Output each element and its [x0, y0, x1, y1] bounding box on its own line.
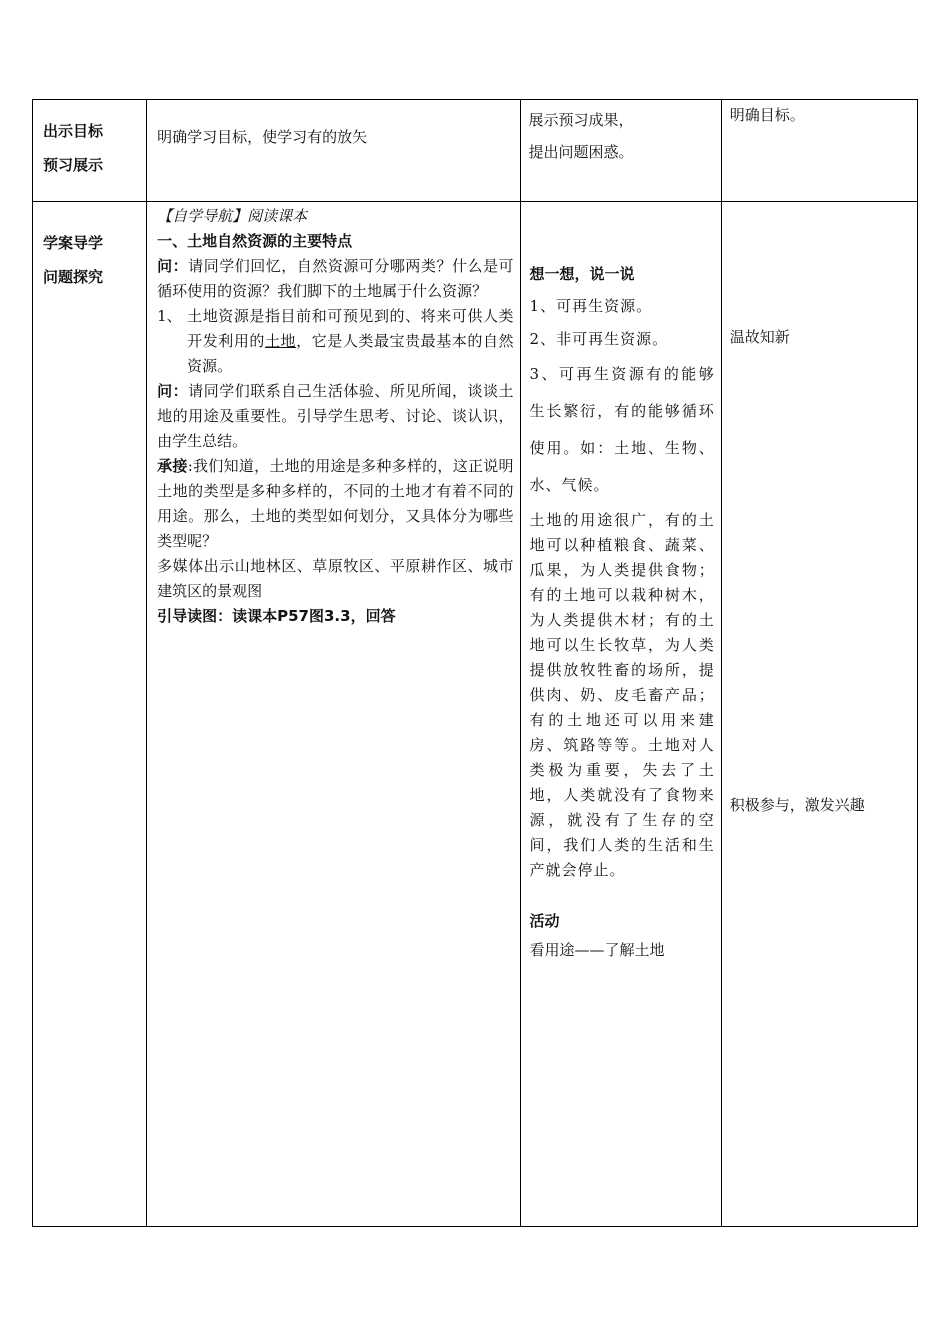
think-title: 想一想，说一说 [529, 265, 635, 283]
table-row [33, 100, 918, 202]
stage-label: 学案导学 问题探究 [43, 234, 104, 286]
goal-text: 明确学习目标，使学习有的放矢 [157, 128, 368, 146]
transition-text: 承接:我们知道，土地的用途是多种多样的，这正说明土地的类型是多种多样的，不同的土地才有着不同的用途。那么，土地的类型如何划分，又具体分为哪些类型呢？ [157, 457, 514, 550]
guide-reading-text: 引导读图：读课本P57图3.3，回答 [157, 607, 396, 625]
stage-label: 出示目标 预习展示 [43, 122, 104, 174]
section-heading: 一、 土地自然资源的主要特点 [157, 232, 353, 250]
land-usage-text: 土地的用途很广，有的土地可以种植粮食、蔬菜、瓜果，为人类提供食物；有的土地可以栽种树木，为人类提供木材；有的土地可以生长牧草，为人类提供放牧牲畜的场所，提供肉、奶、皮毛畜产品；有的土地还可以用来建房、筑路等等。土地对人类极为重要，失去了土地，人类就没有了食物来源，就没有了生存的空间，我们人类的生活和生产就会停止。 [529, 511, 715, 879]
design-intent-2: 积极参与，激发兴趣 [729, 796, 865, 814]
student-activity-cell [520, 100, 721, 202]
self-study-header: 【自学导航】阅读课本 [157, 207, 308, 225]
question-1: 问：请同学们回忆，自然资源可分哪两类？什么是可循环使用的资源？我们脚下的土地属于什么资源？ [157, 257, 514, 300]
design-intent-text: 明确目标。 [729, 106, 805, 124]
lesson-plan-table [32, 99, 918, 1227]
stage-label-cell [33, 202, 147, 1227]
student-activity-content [521, 202, 721, 966]
table-row [33, 202, 918, 1227]
teacher-activity-content [147, 202, 519, 629]
answer-1: 1、可再生资源。 [529, 297, 653, 315]
stage-label-cell [33, 100, 147, 202]
point-1: 1、 土地资源是指目前和可预见到的、将来可供人类开发利用的土地，它是人类最宝贵最基本的自然资源。 [157, 307, 514, 375]
design-intent-1: 温故知新 [729, 328, 790, 346]
activity-text: 看用途——了解土地 [529, 941, 665, 959]
question-2: 问：请同学们联系自己生活体验、所见所闻，谈谈土地的用途及重要性。引导学生思考、讨论、谈认识，由学生总结。 [157, 382, 514, 450]
design-intent-cell [721, 202, 917, 1227]
teacher-activity-cell [147, 100, 520, 202]
answer-3: 3、可再生资源有的能够生长繁衍，有的能够循环使用。如：土地、生物、水、气候。 [529, 365, 715, 494]
activity-title: 活动 [529, 912, 560, 930]
underlined-term: 土地 [264, 332, 297, 350]
student-activity-cell [520, 202, 721, 1227]
design-intent-cell [721, 100, 917, 202]
teacher-activity-cell [147, 202, 520, 1227]
multimedia-text: 多媒体出示山地林区、草原牧区、平原耕作区、城市建筑区的景观图 [157, 557, 514, 600]
answer-2: 2、非可再生资源。 [529, 330, 669, 348]
student-activity-text: 展示预习成果， 提出问题困惑。 [528, 111, 634, 161]
